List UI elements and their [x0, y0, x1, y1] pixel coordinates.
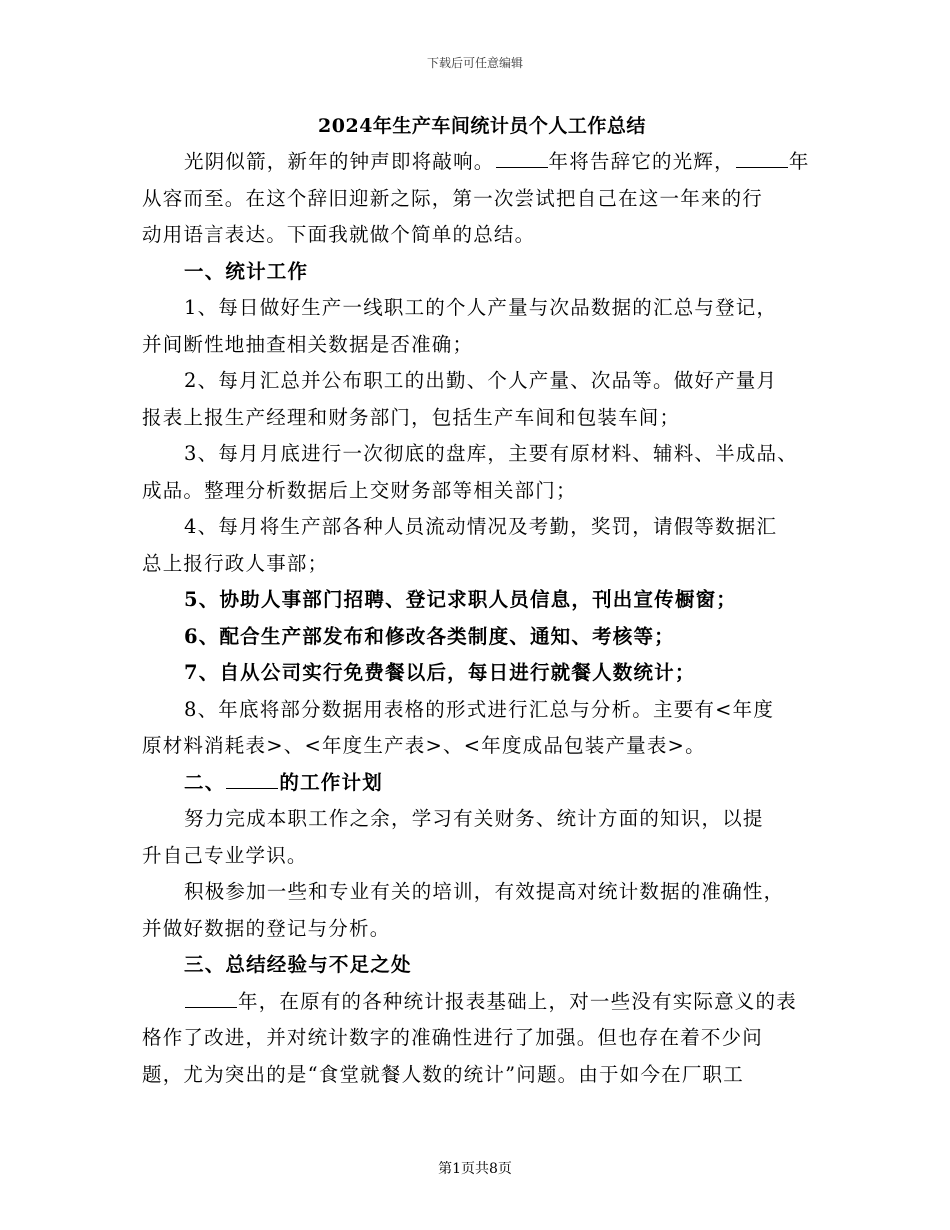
item-1-line-2: 并间断性地抽查相关数据是否准确； — [142, 332, 474, 356]
blank-year-2 — [736, 149, 788, 168]
s3-para-1-line-2: 格作了改进，并对统计数字的准确性进行了加强。但也存在着不少问 — [142, 1026, 764, 1049]
section-2-heading-suffix: 的工作计划 — [279, 770, 383, 794]
section-2-para-1 — [142, 801, 822, 874]
section-2-para-2 — [142, 874, 822, 947]
blank-year-3 — [226, 770, 278, 789]
item-1-line-1: 1、每日做好生产一线职工的个人产量与次品数据的汇总与登记， — [184, 296, 778, 319]
item-4-line-2: 总上报行政人事部； — [142, 551, 329, 575]
intro-line-3: 动用语言表达。下面我就做个简单的总结。 — [142, 223, 536, 246]
intro-line-2: 从容而至。在这个辞旧迎新之际，第一次尝试把自己在这一年来的行 — [142, 186, 764, 210]
item-3-line-2: 成品。整理分析数据后上交财务部等相关部门； — [142, 478, 577, 502]
intro-line-1 — [142, 144, 822, 181]
section-1-heading: 一、统计工作 — [184, 259, 309, 283]
s2-para-2-line-1: 积极参加一些和专业有关的培训，有效提高对统计数据的准确性， — [184, 880, 785, 903]
document-body — [142, 112, 822, 1093]
s2-para-2-line-2: 并做好数据的登记与分析。 — [142, 916, 391, 940]
item-2-line-2: 报表上报生产经理和财务部门，包括生产车间和包装车间； — [142, 405, 681, 429]
section-1-item-3 — [142, 436, 822, 509]
section-3-para-1 — [142, 984, 822, 1094]
intro-text-3: 年 — [788, 150, 810, 173]
document-title: 2024年生产车间统计员个人工作总结 — [318, 115, 646, 137]
item-3-line-1: 3、每月月底进行一次彻底的盘库，主要有原材料、辅料、半成品、 — [184, 442, 798, 465]
s2-para-1-line-2: 升自己专业学识。 — [142, 843, 308, 867]
section-2-heading — [142, 765, 822, 802]
section-1-item-7: 7、自从公司实行免费餐以后，每日进行就餐人数统计； — [184, 661, 696, 684]
intro-paragraph — [142, 144, 822, 254]
blank-year-1 — [496, 149, 548, 168]
s3-para-1-line-3: 题，尤为突出的是“食堂就餐人数的统计”问题。由于如今在厂职工 — [142, 1062, 744, 1086]
intro-text-1: 光阴似箭，新年的钟声即将敲响。 — [184, 150, 495, 173]
section-1-item-8 — [142, 692, 822, 765]
s3-para-1-line-1 — [142, 984, 822, 1021]
item-2-line-1: 2、每月汇总并公布职工的出勤、个人产量、次品等。做好产量月 — [184, 369, 778, 392]
section-1-item-4 — [142, 509, 822, 582]
section-1-item-5: 5、协助人事部门招聘、登记求职人员信息，刊出宣传橱窗； — [184, 588, 737, 611]
item-8-line-2: 原材料消耗表>、<年度生产表>、<年度成品包装产量表>。 — [142, 734, 706, 757]
section-3-heading: 三、总结经验与不足之处 — [184, 953, 412, 976]
blank-year-4 — [185, 989, 237, 1008]
section-2-heading-prefix: 二、 — [184, 770, 226, 794]
intro-text-2: 年将告辞它的光辉， — [548, 150, 735, 173]
section-1-item-1 — [142, 290, 822, 363]
s3-para-1-first-text: 年，在原有的各种统计报表基础上，对一些没有实际意义的表 — [238, 989, 797, 1013]
item-8-line-1: 8、年底将部分数据用表格的形式进行汇总与分析。主要有<年度 — [184, 697, 775, 721]
section-1-item-2 — [142, 363, 822, 436]
s2-para-1-line-1: 努力完成本职工作之余，学习有关财务、统计方面的知识，以提 — [184, 807, 764, 830]
item-4-line-1: 4、每月将生产部各种人员流动情况及考勤，奖罚，请假等数据汇 — [184, 515, 778, 538]
section-1-item-6: 6、配合生产部发布和修改各类制度、通知、考核等； — [184, 624, 675, 648]
header-note: 下载后可任意编辑 — [426, 56, 523, 70]
page-footer: 第1页共8页 — [438, 1161, 512, 1177]
